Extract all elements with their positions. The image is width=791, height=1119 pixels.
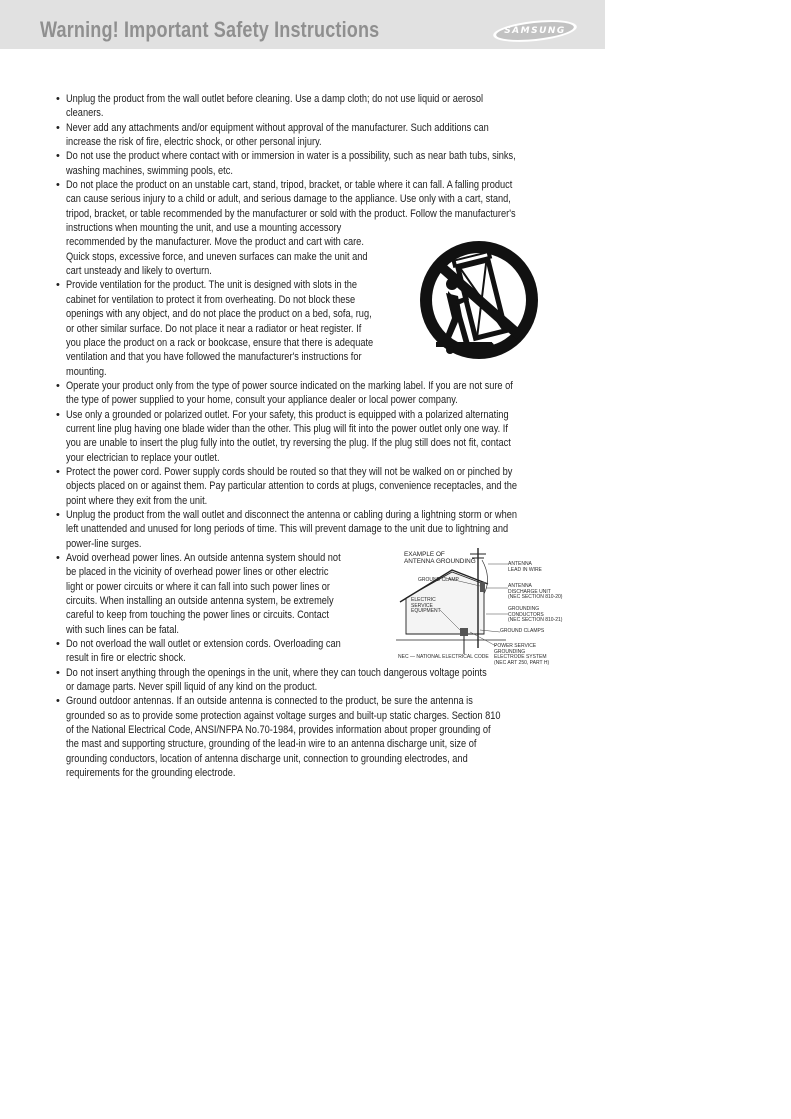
instruction-line: Do not use the product where contact with or immersion in water is a possibility, such as near bath tubs, sinks, bbox=[66, 150, 516, 163]
bullet-icon: • bbox=[56, 279, 60, 292]
instruction-line: grounded so as to provide some protection against voltage surges and built-up static charges. Section 810 bbox=[66, 709, 501, 722]
instruction-line: cleaners. bbox=[66, 107, 104, 120]
instruction-line: be placed in the vicinity of overhead power lines or other electric bbox=[66, 566, 329, 579]
bullet-icon: • bbox=[56, 179, 60, 192]
instruction-line: Unplug the product from the wall outlet and disconnect the antenna or cabling during a lightning storm or when bbox=[66, 508, 517, 521]
diagram-title: EXAMPLE OF ANTENNA GROUNDING bbox=[404, 551, 476, 566]
instruction-item bbox=[56, 379, 566, 408]
bullet-icon: • bbox=[56, 150, 60, 163]
instruction-item bbox=[56, 408, 566, 465]
instruction-line: requirements for the grounding electrode. bbox=[66, 767, 236, 780]
instruction-line: instructions when mounting the unit, and use a mounting accessory bbox=[66, 222, 342, 235]
instruction-line: increase the risk of fire, electric shock, or other personal injury. bbox=[66, 136, 322, 149]
instruction-line: the type of power supplied to your home, consult your appliance dealer or local power company. bbox=[66, 394, 458, 407]
bullet-icon: • bbox=[56, 121, 60, 134]
instruction-item bbox=[56, 92, 566, 121]
ground-clamp-label: GROUND CLAMP bbox=[418, 577, 459, 583]
no-cart-tip-over-warning-icon bbox=[412, 238, 546, 364]
instruction-item bbox=[56, 121, 566, 150]
instruction-line: cabinet for ventilation to protect it from overheating. Do not block these bbox=[66, 293, 356, 306]
instruction-line: Do not insert anything through the openings in the unit, where they can touch dangerous voltage points bbox=[66, 666, 487, 679]
bullet-icon: • bbox=[56, 93, 60, 105]
instruction-line: you place the product on a rack or bookcase, ensure that there is adequate bbox=[66, 336, 374, 349]
instruction-line: Never add any attachments and/or equipment without approval of the manufacturer. Such additions can bbox=[66, 121, 489, 134]
discharge-unit-label: ANTENNA DISCHARGE UNIT (NEC SECTION 810-20) bbox=[508, 583, 563, 601]
instruction-line: ventilation and that you have followed the manufacturer's instructions for bbox=[66, 351, 362, 364]
instruction-line: grounding conductors, location of antenna discharge unit, connection to grounding electrodes, and bbox=[66, 752, 468, 765]
bullet-icon: • bbox=[56, 408, 60, 421]
instruction-line: Operate your product only from the type of power source indicated on the marking label. If you are not sure of bbox=[66, 379, 513, 392]
instruction-line: circuits. When installing an outside antenna system, be extremely bbox=[66, 595, 334, 608]
instruction-line: openings with any object, and do not place the product on a bed, sofa, rug, bbox=[66, 308, 372, 321]
instruction-item bbox=[56, 666, 566, 695]
bullet-icon: • bbox=[56, 695, 60, 708]
instruction-line: recommended by the manufacturer. Move the product and cart with care. bbox=[66, 236, 364, 249]
instruction-line: Use only a grounded or polarized outlet. For your safety, this product is equipped with a polarized alternating bbox=[66, 408, 509, 421]
bullet-icon: • bbox=[56, 508, 60, 521]
samsung-logo bbox=[492, 19, 578, 43]
instruction-line: Protect the power cord. Power supply cords should be routed so that they will not be walked on or pinched by bbox=[66, 465, 513, 478]
instruction-line: result in fire or electric shock. bbox=[66, 652, 186, 665]
instruction-line: mounting. bbox=[66, 365, 107, 378]
ground-clamps-label: GROUND CLAMPS bbox=[500, 628, 545, 634]
instruction-line: can cause serious injury to a child or adult, and serious damage to the appliance. Use only with a cart, stand, bbox=[66, 193, 511, 206]
instruction-line: the mast and supporting structure, grounding of the lead-in wire to an antenna discharge unit, size of bbox=[66, 738, 477, 751]
instruction-line: tripod, bracket, or table recommended by the manufacturer or sold with the product. Follow the manufacturer's bbox=[66, 207, 516, 220]
instruction-line: Unplug the product from the wall outlet before cleaning. Use a damp cloth; do not use liquid or aerosol bbox=[66, 93, 484, 105]
instruction-line: objects placed on or against them. Pay particular attention to cords at plugs, convenience receptacles, and the bbox=[66, 480, 517, 493]
instruction-line: Provide ventilation for the product. The unit is designed with slots in the bbox=[66, 279, 358, 292]
instruction-item bbox=[56, 149, 566, 178]
lead-in-wire-label: ANTENNA LEAD IN WIRE bbox=[508, 561, 542, 573]
safety-instructions-list bbox=[56, 92, 566, 781]
instruction-line: you are unable to insert the plug fully into the outlet, try reversing the plug. If the plug still does not fit, contact bbox=[66, 437, 511, 450]
bullet-icon: • bbox=[56, 379, 60, 392]
antenna-grounding-diagram bbox=[396, 548, 566, 666]
bullet-icon: • bbox=[56, 465, 60, 478]
instruction-line: your electrician to replace your outlet. bbox=[66, 451, 220, 464]
instruction-line: light or power circuits or where it can fall into such power lines or bbox=[66, 580, 330, 593]
instruction-line: careful to keep from touching the power lines or circuits. Contact bbox=[66, 609, 329, 622]
bullet-icon: • bbox=[56, 638, 60, 651]
instruction-line: Ground outdoor antennas. If an outside antenna is connected to the product, be sure the antenna is bbox=[66, 695, 473, 708]
instruction-line: of the National Electrical Code, ANSI/NFPA No.70-1984, provides information about proper grounding of bbox=[66, 724, 491, 737]
instruction-line: left unattended and unused for long periods of time. This will prevent damage to the unit due to lightning and bbox=[66, 523, 509, 536]
instruction-line: cart unsteady and likely to overturn. bbox=[66, 265, 212, 278]
bullet-icon: • bbox=[56, 666, 60, 679]
page-header bbox=[0, 0, 605, 49]
instruction-line: with such lines can be fatal. bbox=[66, 623, 180, 636]
instruction-line: Do not place the product on an unstable cart, stand, tripod, bracket, or table where it can fall. A falling product bbox=[66, 179, 513, 192]
grounding-conductors-label: GROUNDING CONDUCTORS (NEC SECTION 810-21) bbox=[508, 606, 563, 624]
nec-footnote: NEC — NATIONAL ELECTRICAL CODE bbox=[398, 654, 489, 660]
grounding-electrode-label: POWER SERVICE GROUNDING ELECTRODE SYSTEM (NEC ART 250, PART H) bbox=[494, 643, 550, 666]
instruction-item bbox=[56, 694, 566, 780]
bullet-icon: • bbox=[56, 552, 60, 564]
instruction-line: Quick stops, excessive force, and uneven surfaces can make the unit and bbox=[66, 250, 368, 263]
instruction-line: washing machines, swimming pools, etc. bbox=[66, 164, 233, 177]
instruction-item bbox=[56, 465, 566, 508]
page-title: Warning! Important Safety Instructions bbox=[40, 17, 380, 42]
instruction-line: current line plug having one blade wider than the other. This plug will fit into the power outlet only one way. If bbox=[66, 422, 508, 435]
brand-name: SAMSUNG bbox=[504, 26, 566, 36]
instruction-line: Do not overload the wall outlet or extension cords. Overloading can bbox=[66, 638, 341, 651]
service-equipment-label: ELECTRIC SERVICE EQUIPMENT bbox=[411, 597, 441, 615]
instruction-line: power-line surges. bbox=[66, 537, 142, 550]
instruction-line: point where they exit from the unit. bbox=[66, 494, 208, 507]
instruction-line: Avoid overhead power lines. An outside antenna system should not bbox=[66, 552, 341, 564]
instruction-line: or damage parts. Never spill liquid of any kind on the product. bbox=[66, 681, 318, 694]
instruction-item bbox=[56, 508, 566, 551]
instruction-line: or other similar surface. Do not place it near a radiator or heat register. If bbox=[66, 322, 362, 335]
